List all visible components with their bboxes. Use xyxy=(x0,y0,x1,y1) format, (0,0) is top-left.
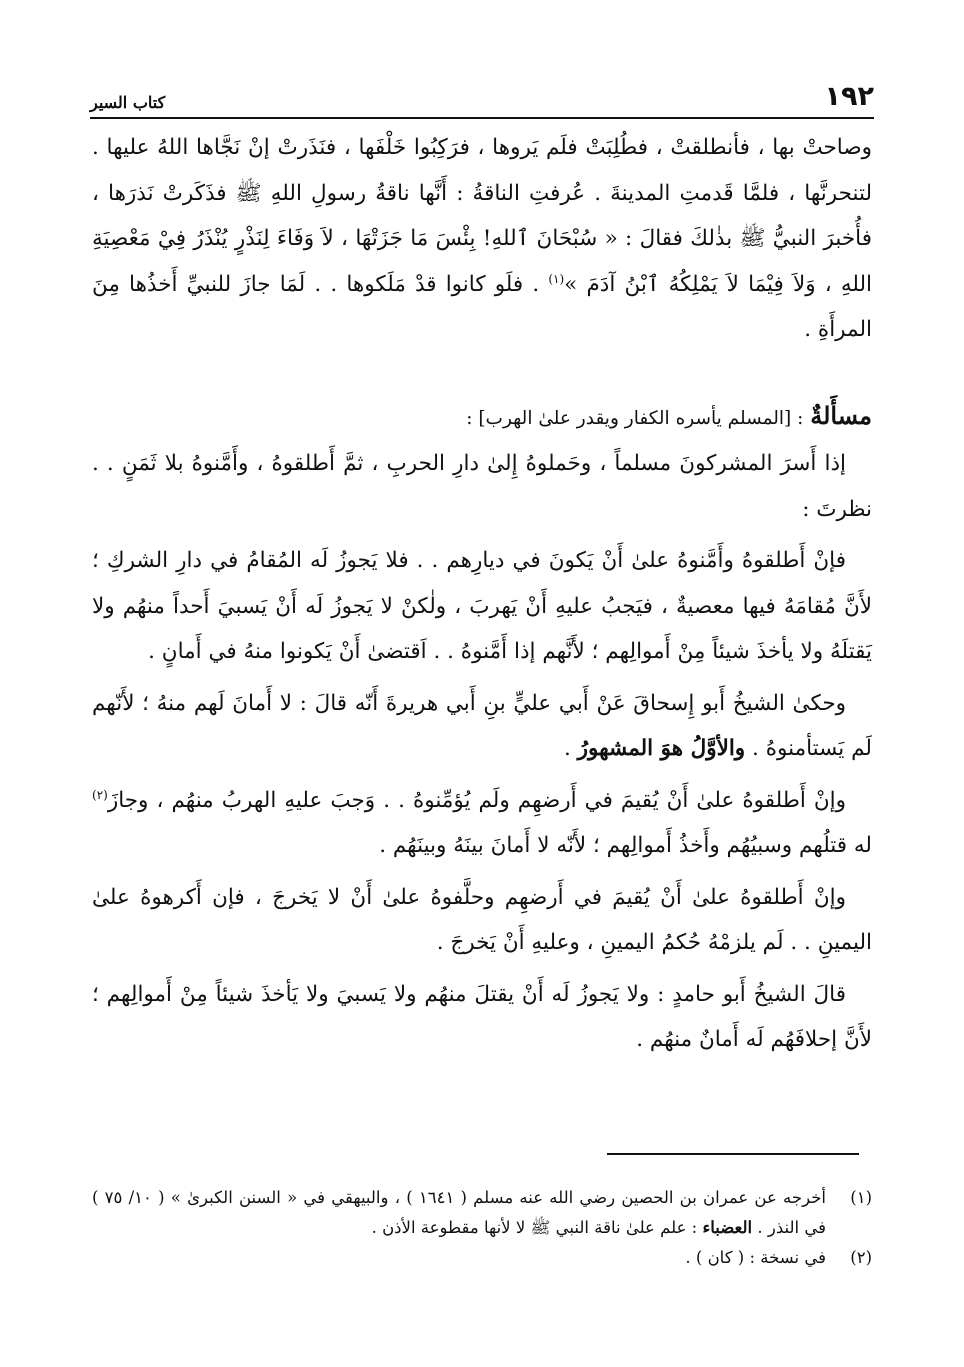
paragraph xyxy=(92,778,872,869)
paragraph-text: وإنْ أَطلقوهُ علىٰ أَنْ يُقيمَ في أَرضهِم ولَم يُؤمِّنوهُ . . وَجبَ عليهِ الهربُ منهُم ، وجازَ xyxy=(107,787,846,813)
footnote xyxy=(92,1243,872,1273)
bold-phrase: والأوَّلُ هوَ المشهورُ xyxy=(577,736,746,761)
masala-title: : [المسلم يأسره الكفار ويقدر علىٰ الهرب] : xyxy=(466,407,804,429)
footnote-bold: العضباء xyxy=(702,1218,753,1237)
main-text xyxy=(92,125,872,1063)
paragraph-text: وصاحتْ بها ، فأنطلقتْ ، فطُلِبَتْ فلَم يَروها ، فرَكِبُوا خَلْفَها ، فنَذَرتْ إنْ نَجَّاها اللهُ عليها . لتنحرنَّها ، فلمَّا قَدمتِ المدينةَ . عُرفتِ الناقةُ : أَنَّها ناقةُ رسولِ اللهِ ﷺ فذَكَرتْ نَذرَها ، فأُخبرَ النبيُّ ﷺ بذٰلكَ فقالَ : « سُبْحَانَ ٱللهِ! بِئْسَ مَا جَزَتْهَا ، لاَ وَفَاءَ لِنَذْرٍ يُنْذَرُ فِيْ مَعْصِيَةِ اللهِ ، وَلاَ فِيْمَا لاَ يَمْلِكُهُ ٱبْنُ آدَمَ » xyxy=(92,135,873,297)
paragraph-text: قالَ الشيخُ أَبو حامدٍ : ولا يَجوزُ لَه أَنْ يقتلَ منهُم ولا يَسبيَ ولا يَأخذَ شيئاً مِنْ أَموالِهم ؛ لأَنَّ إحلافَهُم لَه أَمانٌ منهُم . xyxy=(92,981,872,1052)
page-header xyxy=(90,82,874,112)
paragraph xyxy=(92,538,872,675)
footnote-marker: (٢) xyxy=(92,787,108,802)
paragraph xyxy=(92,681,872,772)
footnotes xyxy=(92,1183,872,1273)
footnote-text-part: أخرجه عن عمران بن الحصين رضي الله عنه مسلم ( ١٦٤١ ) ، والبيهقي في « السنن الكبرىٰ » ( ١٠/ ٧٥ ) في النذر . xyxy=(92,1188,826,1237)
footnote-text xyxy=(92,1183,826,1243)
footnote-number: (٢) xyxy=(850,1248,872,1267)
masala-word: مسأَلةٌ xyxy=(810,400,872,430)
footnote-text xyxy=(92,1243,826,1273)
footnote xyxy=(92,1183,872,1243)
paragraph-text: إذا أَسرَ المشركونَ مسلماً ، وحَملوهُ إِلىٰ دارِ الحربِ ، ثمَّ أَطلقوهُ ، وأَمَّنوهُ بلا ثَمَنٍ . . نظرتَ : xyxy=(92,451,872,522)
running-title: كتاب السير xyxy=(90,93,166,112)
paragraph-text: . xyxy=(563,736,578,761)
paragraph-text: له قتلُهم وسبيُهُم وأَخذُ أَموالِهم ؛ لأَنّه لا أَمانَ بينَهُ وبينَهُم . xyxy=(379,833,872,858)
paragraph xyxy=(92,125,872,353)
page-number: ١٩٢ xyxy=(824,81,874,112)
paragraph-text: فإنْ أَطلقوهُ وأَمَّنوهُ علىٰ أَنْ يَكونَ في ديارِهم . . فلا يَجوزُ لَه المُقامُ في دارِ الشركِ ؛ لأَنَّ مُقامَهُ فيها معصيةٌ ، فيَجبُ عليهِ أَنْ يَهربَ ، ولٰكنْ لا يَجوزُ لَه أَنْ يَسبيَ أَحداً منهُم ولا يَقتلَهُ ولا يأخذَ شيئاً مِنْ أَموالِهم ؛ لأَنَّهم إذا أَمَّنوهُ . . اَقتضىٰ أَنْ يَكونوا منهُ في أَمانٍ . xyxy=(92,548,872,664)
footnote-rule xyxy=(607,1153,859,1155)
paragraph-text: وإنْ أَطلقوهُ علىٰ أَنْ يُقيمَ في أَرضهِم وحلَّفوهُ علىٰ أَنْ لا يَخرجَ ، فإن أَكرهوهُ علىٰ اليمينِ . . لَم يلزمْهُ حُكمُ اليمينِ ، وعليهِ أَنْ يَخرجَ . xyxy=(92,884,872,955)
footnote-marker: (١) xyxy=(548,271,565,286)
footnote-text-part: : علم علىٰ ناقة النبي ﷺ لا لأنها مقطوعة الأذن . xyxy=(371,1218,698,1237)
paragraph xyxy=(92,441,872,532)
footnote-text-part: في نسخة : ( كان ) . xyxy=(685,1248,826,1267)
paragraph-text: وحكىٰ الشيخُ أَبو إِسحاقَ عَنْ أَبي عليٍّ بنِ أَبي هريرةَ أَنّه قالَ : لا أَمانَ لَهم منهُ ؛ لأَنّهم لَم يَستأمنوهُ . xyxy=(92,690,872,761)
paragraph-text: . فلَو كانوا قدْ مَلَكوها . . لَمَا جازَ للنبيِّ أَخذُها مِنَ المرأَةِ . xyxy=(92,271,872,342)
paragraph xyxy=(92,875,872,966)
header-rule xyxy=(90,117,874,119)
masala-heading xyxy=(92,393,872,442)
paragraph xyxy=(92,972,872,1063)
footnote-number: (١) xyxy=(850,1188,872,1207)
